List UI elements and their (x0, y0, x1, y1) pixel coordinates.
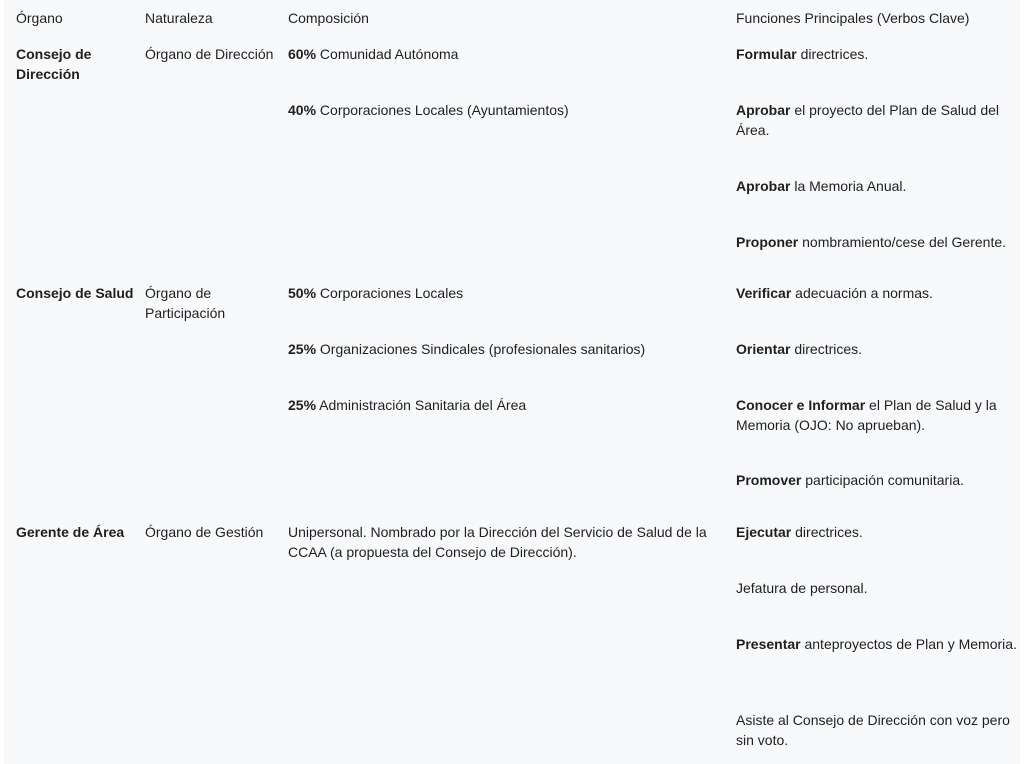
funcion-text: Jefatura de personal. (736, 580, 868, 596)
funcion-text: el proyecto del Plan de Salud del Área. (736, 102, 1000, 138)
funcion-text: la Memoria Anual. (790, 178, 907, 194)
header-funciones: Funciones Principales (Verbos Clave) (736, 10, 970, 26)
funcion-item (736, 470, 1018, 490)
row-organo: Consejo de Dirección (16, 46, 92, 82)
funcion-verb: Aprobar (736, 178, 791, 194)
funcion-text: adecuación a normas. (791, 285, 933, 301)
funcion-verb: Verificar (736, 285, 792, 301)
funcion-item (736, 176, 1018, 196)
composicion-percent: 40% (288, 102, 317, 118)
funcion-item (736, 100, 1018, 140)
header-naturaleza: Naturaleza (145, 10, 213, 26)
funcion-text: directrices. (791, 524, 863, 540)
funcion-text: Asiste al Consejo de Dirección con voz pero sin voto. (736, 712, 1010, 748)
composicion-percent: 25% (288, 341, 317, 357)
composicion-text: Organizaciones Sindicales (profesionales sanitarios) (316, 341, 646, 357)
funcion-item (736, 339, 1018, 359)
composicion-item (288, 44, 728, 64)
header-composicion: Composición (288, 10, 369, 26)
funcion-verb: Ejecutar (736, 524, 792, 540)
funcion-verb: Promover (736, 472, 802, 488)
row-naturaleza: Órgano de Gestión (145, 524, 264, 540)
funcion-verb: Formular (736, 46, 797, 62)
funcion-text: directrices. (796, 46, 869, 62)
composicion-percent: 60% (288, 46, 317, 62)
funcion-verb: Proponer (736, 234, 799, 250)
funcion-item (736, 578, 1018, 598)
funcion-verb: Orientar (736, 341, 791, 357)
row-organo: Consejo de Salud (16, 285, 134, 301)
header-organo: Órgano (16, 10, 63, 26)
row-naturaleza: Órgano de Dirección (145, 46, 274, 62)
row-organo: Gerente de Área (16, 524, 125, 540)
funcion-text: el Plan de Salud y la Memoria (OJO: No aprueban). (736, 397, 997, 433)
funcion-item (736, 44, 1018, 64)
composicion-text: Corporaciones Locales (316, 285, 464, 301)
comparison-table (4, 0, 1020, 764)
composicion-item (288, 339, 728, 359)
composicion-text: Unipersonal. Nombrado por la Dirección del Servicio de Salud de la CCAA (a propuesta del Consejo de Dirección). (288, 524, 707, 560)
composicion-item (288, 395, 728, 415)
composicion-text: Administración Sanitaria del Área (316, 397, 527, 413)
funcion-text: nombramiento/cese del Gerente. (798, 234, 1007, 250)
funcion-text: anteproyectos de Plan y Memoria. (800, 636, 1017, 652)
composicion-item (288, 100, 728, 120)
funcion-verb: Conocer e Informar (736, 397, 866, 413)
composicion-percent: 50% (288, 285, 317, 301)
funcion-item (736, 522, 1018, 542)
funcion-item (736, 634, 1018, 654)
funcion-item (736, 395, 1018, 435)
funcion-verb: Presentar (736, 636, 801, 652)
composicion-text: Corporaciones Locales (Ayuntamientos) (316, 102, 569, 118)
row-naturaleza: Órgano de Participación (145, 285, 226, 321)
funcion-item (736, 710, 1018, 750)
composicion-item (288, 283, 728, 303)
composicion-percent: 25% (288, 397, 317, 413)
composicion-item (288, 522, 728, 562)
funcion-text: participación comunitaria. (801, 472, 964, 488)
composicion-text: Comunidad Autónoma (316, 46, 459, 62)
funcion-item (736, 232, 1018, 252)
funcion-verb: Aprobar (736, 102, 791, 118)
funcion-text: directrices. (790, 341, 863, 357)
funcion-item (736, 283, 1018, 303)
